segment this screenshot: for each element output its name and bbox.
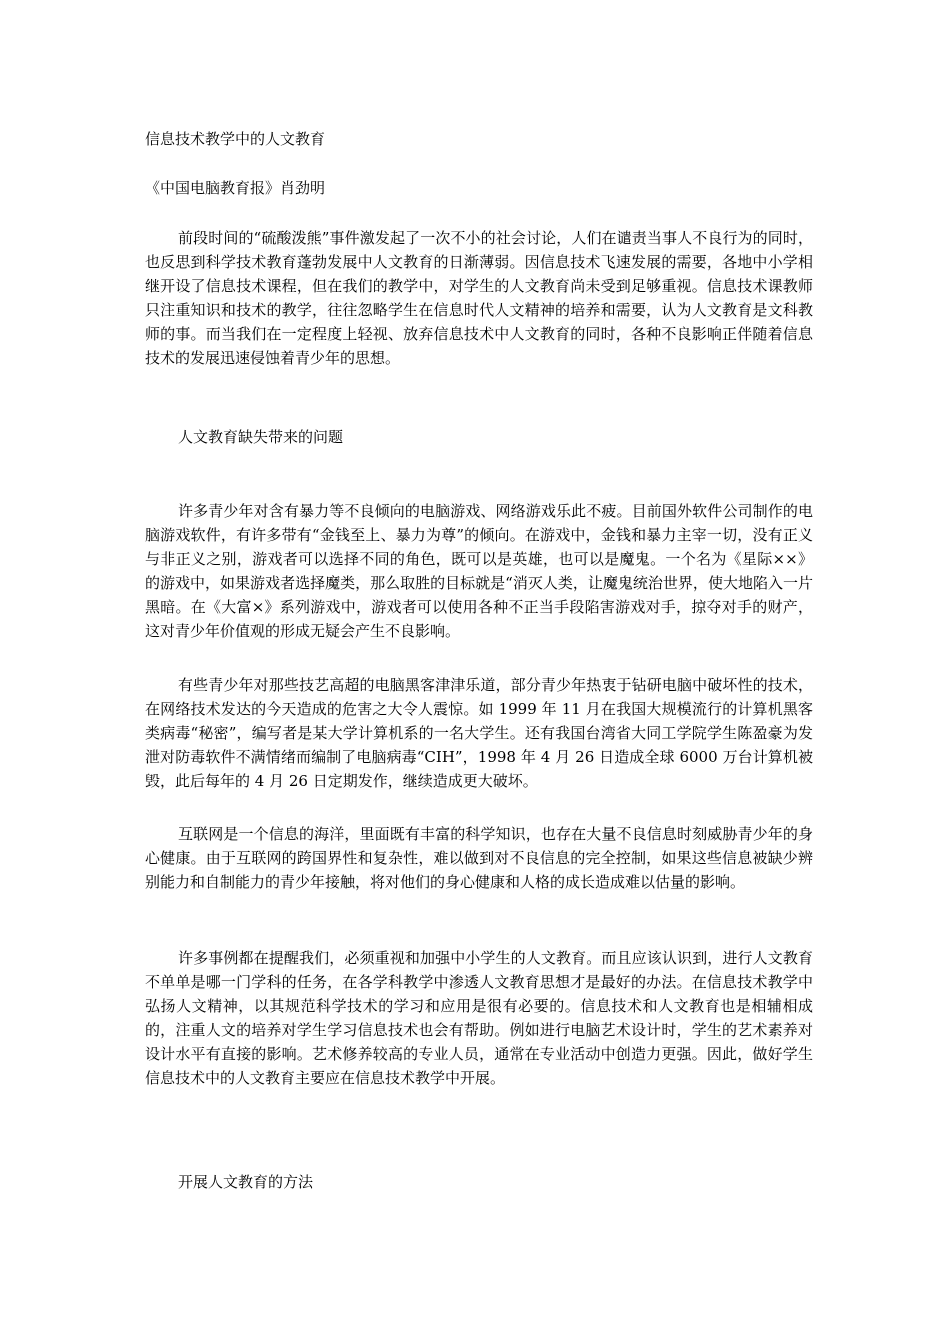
paragraph-internet: 互联网是一个信息的海洋，里面既有丰富的科学知识，也存在大量不良信息时刻威胁青少年的身心健康。由于互联网的跨国界性和复杂性，难以做到对不良信息的完全控制，如果这些信息被缺少辨别能力和自制能力的青少年接触，将对他们的身心健康和人格的成长造成难以估量的影响。 <box>145 825 813 891</box>
section-heading-problems: 人文教育缺失带来的问题 <box>178 428 344 446</box>
section-heading-methods: 开展人文教育的方法 <box>178 1173 314 1191</box>
paragraph-games: 许多青少年对含有暴力等不良倾向的电脑游戏、网络游戏乐此不疲。目前国外软件公司制作的电脑游戏软件，有许多带有“金钱至上、暴力为尊”的倾向。在游戏中，金钱和暴力主宰一切，没有正义与非正义之别，游戏者可以选择不同的角色，既可以是英雄，也可以是魔鬼。一个名为《星际××》的游戏中，如果游戏者选择魔类，那么取胜的目标就是“消灭人类，让魔鬼统治世界，使大地陷入一片黑暗。在《大富×》系列游戏中，游戏者可以使用各种不正当手段陷害游戏对手，掠夺对手的财产，这对青少年价值观的形成无疑会产生不良影响。 <box>145 502 813 640</box>
paragraph-intro: 前段时间的“硫酸泼熊”事件激发起了一次不小的社会讨论，人们在谴责当事人不良行为的同时，也反思到科学技术教育蓬勃发展中人文教育的日渐薄弱。因信息技术飞速发展的需要，各地中小学相继开设了信息技术课程，但在我们的教学中，对学生的人文教育尚未受到足够重视。信息技术课教师只注重知识和技术的教学，往往忽略学生在信息时代人文精神的培养和需要，认为人文教育是文科教师的事。而当我们在一定程度上轻视、放弃信息技术中人文教育的同时，各种不良影响正伴随着信息技术的发展迅速侵蚀着青少年的思想。 <box>145 229 813 367</box>
document-title: 信息技术教学中的人文教育 <box>145 130 326 148</box>
paragraph-hackers: 有些青少年对那些技艺高超的电脑黑客津津乐道，部分青少年热衷于钻研电脑中破坏性的技术，在网络技术发达的今天造成的危害之大令人震惊。如 1999 年 11 月在我国大规模流行的计算机黑客类病毒“秘密”，编写者是某大学计算机系的一名大学生。还有我国台湾省大同工学院学生陈盈豪为发泄对防毒软件不满情绪而编制了电脑病毒“CIH”，1998 年 4 月 26 日造成全球 6000 万台计算机被毁，此后每年的 4 月 26 日定期发作，继续造成更大破坏。 <box>145 676 813 790</box>
document-source: 《中国电脑教育报》肖劲明 <box>145 179 326 197</box>
paragraph-conclusion: 许多事例都在提醒我们，必须重视和加强中小学生的人文教育。而且应该认识到，进行人文教育不单单是哪一门学科的任务，在各学科教学中渗透人文教育思想才是最好的办法。在信息技术教学中弘扬人文精神，以其规范科学技术的学习和应用是很有必要的。信息技术和人文教育也是相辅相成的，注重人文的培养对学生学习信息技术也会有帮助。例如进行电脑艺术设计时，学生的艺术素养对设计水平有直接的影响。艺术修养较高的专业人员，通常在专业活动中创造力更强。因此，做好学生信息技术中的人文教育主要应在信息技术教学中开展。 <box>145 949 813 1087</box>
